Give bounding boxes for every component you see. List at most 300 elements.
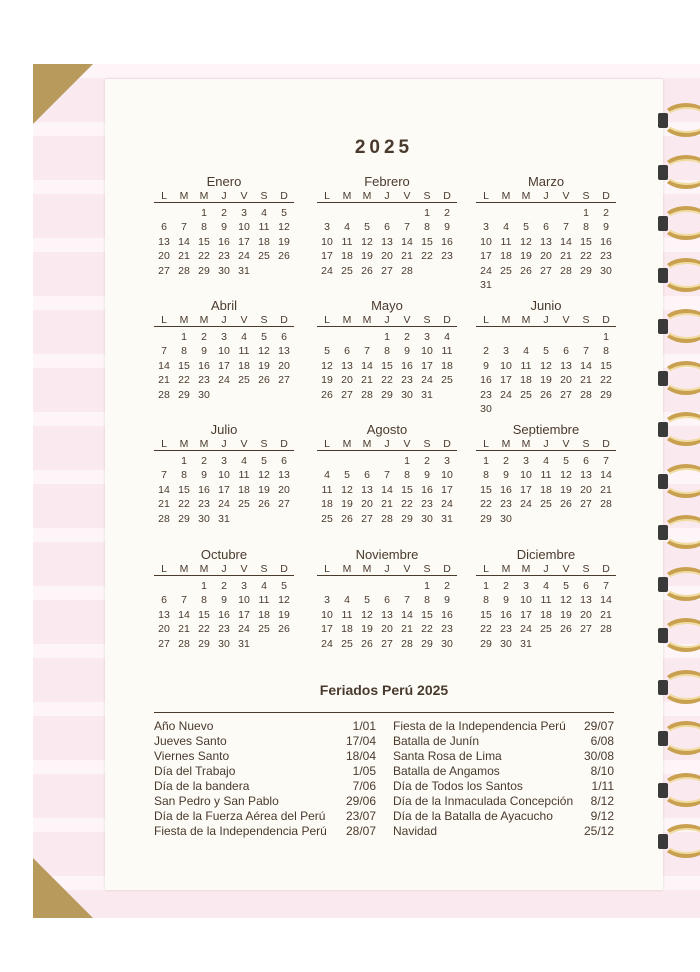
holiday-row: [154, 749, 376, 764]
day-number: 6: [161, 221, 167, 234]
day-number: 23: [218, 250, 230, 263]
day-number: 22: [178, 498, 190, 511]
day-number: 26: [341, 512, 353, 525]
day-number: 20: [580, 608, 592, 621]
day-number: 29: [480, 512, 492, 525]
day-number: 16: [441, 235, 453, 248]
weekday-label: D: [280, 438, 288, 450]
spiral-ring-icon: [658, 616, 700, 654]
day-number: 5: [543, 345, 549, 358]
day-number: 23: [441, 250, 453, 263]
day-number: 12: [278, 594, 290, 607]
day-number: 2: [444, 580, 450, 592]
day-number: 2: [404, 331, 410, 343]
day-number: 12: [258, 469, 270, 482]
weekday-label: S: [423, 314, 431, 326]
weekday-label: J: [384, 563, 390, 575]
weekday-label: M: [342, 438, 352, 450]
day-number: 19: [321, 374, 333, 387]
weekday-label: L: [483, 438, 489, 450]
weekday-label: D: [602, 438, 610, 450]
month-name: Mayo: [371, 298, 403, 313]
day-number: 13: [158, 235, 170, 248]
day-number: 25: [258, 623, 270, 636]
weekday-label: V: [562, 190, 570, 202]
day-number: 23: [198, 374, 210, 387]
spiral-ring-icon: [658, 359, 700, 397]
day-number: 20: [158, 623, 170, 636]
weekday-label: M: [521, 438, 531, 450]
day-number: 21: [600, 483, 612, 496]
day-number: 17: [218, 359, 230, 372]
day-number: 31: [480, 278, 492, 291]
day-number: 1: [603, 331, 609, 343]
day-number: 10: [480, 235, 492, 248]
day-number: 13: [381, 235, 393, 248]
day-number: 12: [341, 483, 353, 496]
weekday-header: [154, 190, 294, 203]
days-grid: [317, 330, 457, 402]
weekday-label: S: [582, 190, 590, 202]
day-number: 16: [480, 374, 492, 387]
day-number: 19: [560, 608, 572, 621]
holiday-date: 1/11: [591, 779, 614, 793]
month-abril: [154, 297, 294, 402]
day-number: 1: [424, 207, 430, 219]
day-number: 27: [341, 388, 353, 401]
weekday-header: [317, 563, 457, 576]
weekday-label: M: [179, 190, 189, 202]
day-number: 18: [341, 250, 353, 263]
empty-day: [154, 330, 174, 344]
day-number: 15: [421, 608, 433, 621]
holiday-date: 29/06: [345, 794, 376, 808]
day-number: 5: [523, 221, 529, 234]
day-number: 5: [281, 207, 287, 219]
day-number: 3: [241, 207, 247, 219]
day-number: 5: [344, 469, 350, 482]
day-number: 14: [401, 608, 413, 621]
holiday-name: Viernes Santo: [154, 749, 230, 763]
day-number: 9: [503, 469, 509, 482]
day-number: 22: [421, 250, 433, 263]
weekday-label: D: [602, 190, 610, 202]
weekday-label: V: [403, 438, 411, 450]
empty-day: [174, 206, 194, 220]
day-number: 17: [520, 608, 532, 621]
weekday-label: M: [501, 563, 511, 575]
month-septiembre: [476, 421, 616, 526]
day-number: 17: [238, 235, 250, 248]
day-number: 11: [341, 608, 353, 621]
day-number: 27: [580, 623, 592, 636]
day-number: 24: [421, 374, 433, 387]
month-name: Agosto: [366, 422, 408, 437]
day-number: 30: [401, 388, 413, 401]
month-octubre: [154, 546, 294, 651]
day-number: 15: [600, 359, 612, 372]
day-number: 15: [401, 483, 413, 496]
day-number: 8: [424, 594, 430, 607]
day-number: 20: [158, 250, 170, 263]
day-number: 14: [580, 359, 592, 372]
day-number: 25: [540, 623, 552, 636]
day-number: 15: [198, 608, 210, 621]
day-number: 17: [480, 250, 492, 263]
day-number: 19: [258, 483, 270, 496]
day-number: 16: [198, 359, 210, 372]
day-number: 19: [361, 250, 373, 263]
day-number: 24: [321, 264, 333, 277]
day-number: 2: [424, 455, 430, 467]
day-number: 31: [218, 512, 230, 525]
day-number: 19: [540, 374, 552, 387]
day-number: 9: [201, 469, 207, 482]
holidays-right-column: [393, 719, 614, 839]
day-number: 23: [500, 623, 512, 636]
weekday-label: J: [384, 314, 390, 326]
weekday-label: M: [362, 190, 372, 202]
day-number: 4: [344, 221, 350, 234]
gold-corner-top-left: [33, 64, 93, 124]
day-number: 28: [361, 388, 373, 401]
weekday-label: J: [543, 563, 549, 575]
month-name: Septiembre: [512, 422, 580, 437]
day-number: 11: [258, 221, 270, 234]
day-number: 12: [361, 235, 373, 248]
day-number: 6: [384, 221, 390, 234]
holiday-date: 1/01: [352, 719, 376, 733]
day-number: 14: [158, 359, 170, 372]
day-number: 23: [198, 498, 210, 511]
empty-day: [317, 454, 337, 468]
day-number: 30: [500, 637, 512, 650]
day-number: 19: [341, 498, 353, 511]
day-number: 4: [543, 455, 549, 467]
day-number: 9: [603, 221, 609, 234]
days-grid: [154, 579, 294, 651]
day-number: 5: [324, 345, 330, 358]
day-number: 31: [238, 637, 250, 650]
day-number: 17: [421, 359, 433, 372]
days-grid: [317, 579, 457, 651]
holiday-row: [154, 764, 376, 779]
holiday-name: Año Nuevo: [154, 719, 214, 733]
day-number: 13: [540, 235, 552, 248]
month-name: Febrero: [364, 174, 410, 189]
day-number: 26: [520, 264, 532, 277]
weekday-label: J: [221, 438, 227, 450]
day-number: 25: [321, 512, 333, 525]
day-number: 12: [258, 345, 270, 358]
holiday-row: [393, 809, 614, 824]
day-number: 6: [563, 345, 569, 358]
day-number: 22: [421, 623, 433, 636]
month-name: Octubre: [200, 547, 248, 562]
day-number: 18: [540, 608, 552, 621]
holiday-row: [393, 734, 614, 749]
spiral-ring-icon: [658, 462, 700, 500]
weekday-header: [154, 314, 294, 327]
spiral-ring-icon: [658, 771, 700, 809]
day-number: 1: [201, 580, 207, 592]
holiday-date: 6/08: [590, 734, 614, 748]
days-grid: [154, 330, 294, 402]
weekday-label: M: [501, 314, 511, 326]
weekday-label: V: [562, 314, 570, 326]
holiday-date: 7/06: [352, 779, 376, 793]
day-number: 7: [404, 594, 410, 607]
day-number: 24: [480, 264, 492, 277]
weekday-label: M: [179, 314, 189, 326]
weekday-label: L: [324, 190, 330, 202]
day-number: 29: [401, 512, 413, 525]
day-number: 31: [421, 388, 433, 401]
day-number: 24: [321, 637, 333, 650]
day-number: 16: [401, 359, 413, 372]
day-number: 24: [500, 388, 512, 401]
day-number: 21: [158, 498, 170, 511]
weekday-header: [476, 563, 616, 576]
day-number: 13: [278, 345, 290, 358]
day-number: 14: [560, 235, 572, 248]
weekday-label: L: [161, 563, 167, 575]
month-agosto: [317, 421, 457, 526]
day-number: 27: [278, 498, 290, 511]
weekday-label: V: [240, 438, 248, 450]
day-number: 29: [198, 637, 210, 650]
weekday-label: D: [602, 563, 610, 575]
day-number: 30: [500, 512, 512, 525]
day-number: 11: [500, 235, 512, 248]
day-number: 22: [401, 498, 413, 511]
day-number: 11: [540, 469, 552, 482]
days-grid: [317, 206, 457, 278]
day-number: 3: [523, 580, 529, 592]
day-number: 26: [278, 250, 290, 263]
month-enero: [154, 173, 294, 278]
holiday-name: Santa Rosa de Lima: [393, 749, 502, 763]
day-number: 12: [321, 359, 333, 372]
day-number: 2: [221, 207, 227, 219]
weekday-label: V: [403, 190, 411, 202]
empty-day: [536, 330, 556, 344]
day-number: 15: [178, 359, 190, 372]
day-number: 14: [158, 483, 170, 496]
spiral-ring-icon: [658, 513, 700, 551]
weekday-label: D: [443, 438, 451, 450]
weekday-label: L: [161, 190, 167, 202]
day-number: 18: [238, 483, 250, 496]
day-number: 24: [218, 374, 230, 387]
day-number: 18: [540, 483, 552, 496]
day-number: 16: [500, 608, 512, 621]
weekday-label: V: [562, 438, 570, 450]
holiday-name: Fiesta de la Independencia Perú: [393, 719, 566, 733]
day-number: 17: [500, 374, 512, 387]
day-number: 21: [158, 374, 170, 387]
spiral-ring-icon: [658, 719, 700, 757]
day-number: 19: [560, 483, 572, 496]
day-number: 10: [520, 469, 532, 482]
weekday-label: S: [423, 563, 431, 575]
empty-day: [317, 206, 337, 220]
day-number: 7: [161, 469, 167, 482]
day-number: 28: [600, 498, 612, 511]
month-name: Marzo: [527, 174, 565, 189]
weekday-header: [476, 190, 616, 203]
month-julio: [154, 421, 294, 526]
weekday-label: V: [403, 563, 411, 575]
day-number: 22: [178, 374, 190, 387]
weekday-label: V: [403, 314, 411, 326]
day-number: 23: [421, 498, 433, 511]
holiday-row: [154, 734, 376, 749]
holiday-row: [393, 779, 614, 794]
day-number: 9: [221, 221, 227, 234]
day-number: 20: [540, 250, 552, 263]
spiral-ring-icon: [658, 822, 700, 860]
day-number: 26: [361, 264, 373, 277]
day-number: 21: [560, 250, 572, 263]
day-number: 4: [241, 455, 247, 467]
empty-day: [496, 206, 516, 220]
day-number: 23: [401, 374, 413, 387]
day-number: 10: [321, 235, 333, 248]
holiday-row: [393, 764, 614, 779]
day-number: 27: [580, 498, 592, 511]
day-number: 6: [583, 580, 589, 592]
weekday-label: M: [199, 563, 209, 575]
day-number: 17: [238, 608, 250, 621]
holiday-date: 25/12: [583, 824, 614, 838]
day-number: 4: [543, 580, 549, 592]
day-number: 12: [520, 235, 532, 248]
day-number: 30: [198, 512, 210, 525]
day-number: 22: [480, 498, 492, 511]
day-number: 13: [560, 359, 572, 372]
day-number: 20: [560, 374, 572, 387]
day-number: 20: [278, 483, 290, 496]
holiday-name: Batalla de Angamos: [393, 764, 500, 778]
day-number: 24: [520, 623, 532, 636]
holiday-date: 8/10: [590, 764, 614, 778]
holiday-name: Día de la Inmaculada Concepción: [393, 794, 574, 808]
spiral-ring-icon: [658, 668, 700, 706]
day-number: 25: [238, 498, 250, 511]
weekday-label: L: [483, 563, 489, 575]
weekday-label: M: [362, 314, 372, 326]
day-number: 11: [520, 359, 532, 372]
day-number: 11: [341, 235, 353, 248]
day-number: 26: [321, 388, 333, 401]
empty-day: [556, 206, 576, 220]
day-number: 10: [500, 359, 512, 372]
day-number: 3: [444, 455, 450, 467]
holidays-title: Feriados Perú 2025: [319, 682, 449, 698]
weekday-label: V: [562, 563, 570, 575]
day-number: 10: [421, 345, 433, 358]
day-number: 5: [261, 455, 267, 467]
day-number: 18: [258, 608, 270, 621]
year-title: 2025: [354, 137, 414, 158]
day-number: 1: [181, 331, 187, 343]
day-number: 4: [503, 221, 509, 234]
calendar-page: [105, 79, 663, 890]
holiday-row: [154, 779, 376, 794]
day-number: 23: [218, 623, 230, 636]
day-number: 23: [500, 498, 512, 511]
day-number: 10: [238, 594, 250, 607]
day-number: 7: [181, 594, 187, 607]
day-number: 7: [364, 345, 370, 358]
day-number: 6: [384, 594, 390, 607]
day-number: 23: [441, 623, 453, 636]
day-number: 25: [500, 264, 512, 277]
month-name: Diciembre: [516, 547, 576, 562]
weekday-label: D: [443, 563, 451, 575]
day-number: 30: [480, 402, 492, 415]
day-number: 8: [424, 221, 430, 234]
empty-day: [317, 579, 337, 593]
day-number: 8: [603, 345, 609, 358]
day-number: 8: [384, 345, 390, 358]
weekday-label: M: [342, 190, 352, 202]
day-number: 24: [520, 498, 532, 511]
day-number: 13: [580, 469, 592, 482]
weekday-header: [154, 563, 294, 576]
weekday-label: S: [260, 314, 268, 326]
weekday-header: [317, 438, 457, 451]
day-number: 10: [441, 469, 453, 482]
day-number: 21: [401, 250, 413, 263]
day-number: 19: [278, 608, 290, 621]
holidays-left-column: [154, 719, 376, 839]
day-number: 28: [401, 264, 413, 277]
weekday-label: S: [260, 190, 268, 202]
day-number: 8: [201, 594, 207, 607]
day-number: 14: [178, 608, 190, 621]
day-number: 30: [218, 637, 230, 650]
day-number: 28: [158, 512, 170, 525]
day-number: 25: [540, 498, 552, 511]
day-number: 26: [560, 623, 572, 636]
day-number: 29: [178, 388, 190, 401]
empty-day: [337, 579, 357, 593]
day-number: 10: [321, 608, 333, 621]
day-number: 27: [540, 264, 552, 277]
month-marzo: [476, 173, 616, 292]
day-number: 28: [178, 637, 190, 650]
day-number: 14: [600, 469, 612, 482]
day-number: 9: [201, 345, 207, 358]
weekday-label: S: [582, 563, 590, 575]
day-number: 8: [181, 469, 187, 482]
day-number: 23: [480, 388, 492, 401]
spiral-ring-icon: [658, 410, 700, 448]
day-number: 26: [258, 374, 270, 387]
weekday-label: D: [443, 190, 451, 202]
spiral-ring-icon: [658, 565, 700, 603]
day-number: 27: [158, 264, 170, 277]
day-number: 7: [384, 469, 390, 482]
day-number: 3: [424, 331, 430, 343]
day-number: 19: [520, 250, 532, 263]
holiday-row: [154, 719, 376, 734]
spiral-ring-icon: [658, 307, 700, 345]
holiday-name: Día de la bandera: [154, 779, 250, 793]
day-number: 7: [181, 221, 187, 234]
